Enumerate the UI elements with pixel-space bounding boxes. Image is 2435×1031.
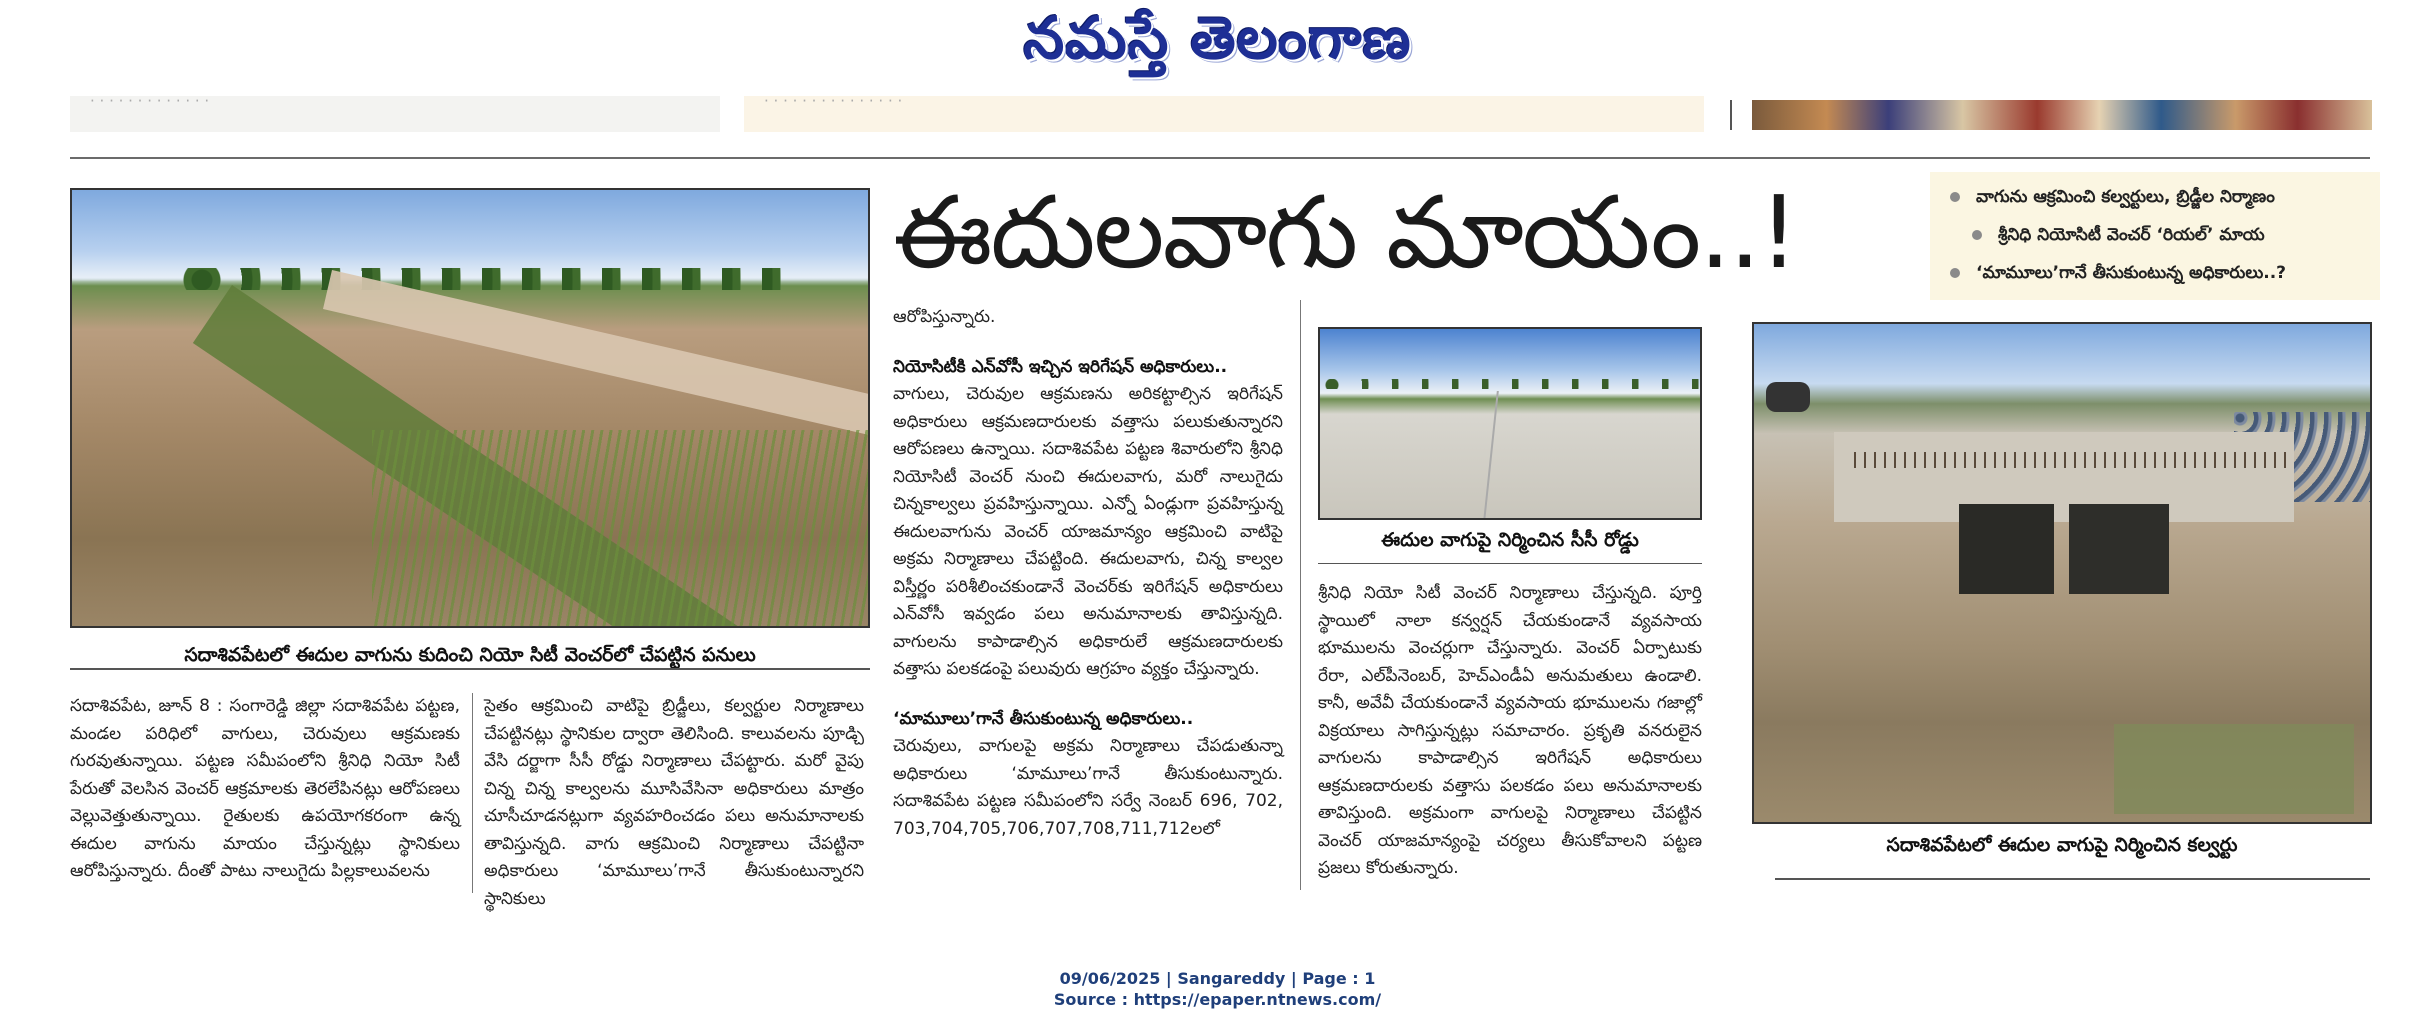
column-3-lead: ఆరోపిస్తున్నారు. xyxy=(893,307,996,327)
main-photo-canal xyxy=(70,188,870,628)
photo-trees xyxy=(182,268,802,290)
highlight-text: ‘మామూలు’గానే తీసుకుంటున్న అధికారులు..? xyxy=(1976,263,2287,283)
highlight-text: వాగును ఆక్రమించి కల్వర్టులు, బ్రిడ్జీల నిర్మాణం xyxy=(1976,187,2275,207)
footer-date-page: 09/06/2025 | Sangareddy | Page : 1 xyxy=(1059,969,1376,988)
top-strip-middle-text: · · · · · · · · · · · · · · · xyxy=(764,96,903,110)
photo-road-lane xyxy=(1483,391,1499,520)
subheading-noc: నియోసిటీకి ఎన్‌వోసీ ఇచ్చిన ఇరిగేషన్ అధికారులు.. xyxy=(893,356,1228,377)
page-footer xyxy=(0,968,2435,1010)
culvert-photo xyxy=(1752,322,2372,824)
column-3-paragraph-1: వాగులు, చెరువుల ఆక్రమణను అరికట్టాల్సిన ఇరిగేషన్ అధికారులు ఆక్రమణదారులకు వత్తాసు పలుకుతున్నారని ఆరోపణలు ఉన్నాయి. సదాశివపేట పట్టణ శివారులోని శ్రీనిధి నియోసిటీ వెంచర్ నుంచి ఈదులవాగు, మరో నాలుగైదు చిన్నకాల్వలు ప్రవహిస్తున్నాయి. ఎన్నో ఏండ్లుగా ప్రవహిస్తున్న ఈదులవాగును వెంచర్ యాజమాన్యం ఆక్రమించి వాటిపై అక్రమ నిర్మాణాలు చేపట్టింది. ఈదులవాగు, చిన్న కాల్వల విస్తీర్ణం పరిశీలించకుండానే వెంచర్‌కు ఇరిగేషన్ అధికారులు ఎన్‌వోసీ ఇవ్వడం పలు అనుమానాలకు తావిస్తున్నది. వాగులను కాపాడాల్సిన అధికారులే ఆక్రమణదారులకు వత్తాసు పలకడంపై పలువురు ఆగ్రహం వ్యక్తం చేస్తున్నారు. xyxy=(893,384,1283,679)
highlight-text: శ్రీనిధి నియోసిటీ వెంచర్ ‘రియల్’ మాయ xyxy=(1998,225,2265,245)
highlight-item xyxy=(1930,216,2380,254)
highlights-box xyxy=(1930,172,2380,300)
column-divider xyxy=(1300,300,1301,890)
road-photo-caption: ఈదుల వాగుపై నిర్మించిన సీసీ రోడ్డు xyxy=(1381,529,1639,551)
top-strip-left-text: · · · · · · · · · · · · · xyxy=(90,96,210,110)
highlight-item xyxy=(1930,178,2380,216)
bullet-icon xyxy=(1972,230,1982,240)
caption-rule xyxy=(1318,563,1702,564)
photo-culvert-opening xyxy=(2069,504,2169,594)
photo-grass xyxy=(372,430,870,628)
article-column-3 xyxy=(893,304,1283,843)
photo-culvert-opening xyxy=(1959,504,2054,594)
top-strip-left xyxy=(70,96,720,132)
caption-rule xyxy=(1775,878,2370,880)
footer-source-link[interactable]: Source : https://epaper.ntnews.com/ xyxy=(1053,990,1382,1009)
caption-rule xyxy=(70,668,870,670)
bullet-icon xyxy=(1950,192,1960,202)
article-column-2: సైతం ఆక్రమించి వాటిపై బ్రిడ్జీలు, కల్వర్టుల నిర్మాణాలు చేపట్టినట్లు స్థానికుల ద్వారా తెలిసింది. కాలువలను పూడ్చి వేసి దర్జాగా సీసీ రోడ్డు నిర్మాణాలు చేపట్టారు. మరో వైపు చిన్న చిన్న కాల్వలను మూసివేసినా అధికారులు మాత్రం చూసీచూడనట్లుగా వ్యవహరించడం పలు అనుమానాలకు తావిస్తున్నది. వాగు ఆక్రమించి నిర్మాణాలు చేపట్టినా అధికారులు ‘మామూలు’గానే తీసుకుంటున్నారని స్థానికులు xyxy=(484,696,864,909)
road-photo xyxy=(1318,327,1702,520)
column-divider xyxy=(472,693,473,893)
top-strip-middle xyxy=(744,96,1704,132)
section-rule xyxy=(70,157,2370,159)
article-column-1: సదాశివపేట, జూన్ 8 : సంగారెడ్డి జిల్లా సదాశివపేట పట్టణ, మండల పరిధిలో వాగులు, చెరువులు ఆక్రమణకు గురవుతున్నాయి. పట్టణ సమీపంలోని శ్రీనిధి నియో సిటీ పేరుతో వెలసిన వెంచర్ ఆక్రమాలకు తెరలేపినట్లు ఆరోపణలు వెల్లువెత్తుతున్నాయి. రైతులకు ఉపయోగకరంగా ఉన్న ఈదుల వాగును మాయం చేస్తున్నట్లు స్థానికులు ఆరోపిస్తున్నారు. దీంతో పాటు నాలుగైదు పిల్లకాలువలను xyxy=(70,696,460,881)
photo-rebar xyxy=(1854,452,2294,468)
highlight-item xyxy=(1930,254,2380,292)
photo-water xyxy=(2114,724,2354,814)
article-column-4: శ్రీనిధి నియో సిటీ వెంచర్ నిర్మాణాలు చేస్తున్నది. పూర్తి స్థాయిలో నాలా కన్వర్షన్ చేయకుండానే వ్యవసాయ భూములను వెంచర్లుగా చేస్తున్నారు. వెంచర్ ఏర్పాటుకు రేరా, ఎల్‌పీనెంబర్, హెచ్‌ఎండీఏ అనుమతులు ఉండాలి. కానీ, అవేవీ చేయకుండానే వ్యవసాయ భూములను గజాల్లో విక్రయాలు సాగిస్తున్నట్లు సమాచారం. ప్రకృతి వనరులైన వాగులను కాపాడాల్సిన ఇరిగేషన్ అధికారులు ఆక్రమణదారులకు వత్తాసు పలకడం పలు అనుమానాలకు తావిస్తుంది. అక్రమంగా వాగులపై నిర్మాణాలు చేపట్టిన వెంచర్ యాజమాన్యంపై చర్యలు తీసుకోవాలని పట్టణ ప్రజలు కోరుతున్నారు. xyxy=(1318,583,1702,878)
strip-divider xyxy=(1730,100,1732,130)
main-photo-caption: సదాశివపేటలో ఈదుల వాగును కుదించి నియో సిటీ వెంచర్‌లో చేపట్టిన పనులు xyxy=(184,644,756,666)
bullet-icon xyxy=(1950,268,1960,278)
subheading-mamulu: ‘మామూలు’గానే తీసుకుంటున్న అధికారులు.. xyxy=(893,708,1194,729)
top-strip-photo xyxy=(1752,100,2372,130)
column-3-paragraph-2: చెరువులు, వాగులపై అక్రమ నిర్మాణాలు చేపడుతున్నా అధికారులు ‘మామూలు’గానే తీసుకుంటున్నారు. సదాశివపేట పట్టణ సమీపంలోని సర్వే నెంబర్ 696, 702, 703,704,705,706,707,708,711,712లలో xyxy=(893,736,1283,839)
culvert-photo-caption: సదాశివపేటలో ఈదుల వాగుపై నిర్మించిన కల్వర్టు xyxy=(1886,834,2238,856)
photo-trees xyxy=(1320,379,1702,389)
photo-culvert-deck xyxy=(1834,432,2294,522)
photo-motorbike xyxy=(1766,382,1810,412)
masthead xyxy=(0,0,2435,75)
headline: ఈదులవాగు మాయం..! xyxy=(893,174,1797,291)
newspaper-logo: నమస్తే తెలంగాణ xyxy=(1023,4,1412,72)
